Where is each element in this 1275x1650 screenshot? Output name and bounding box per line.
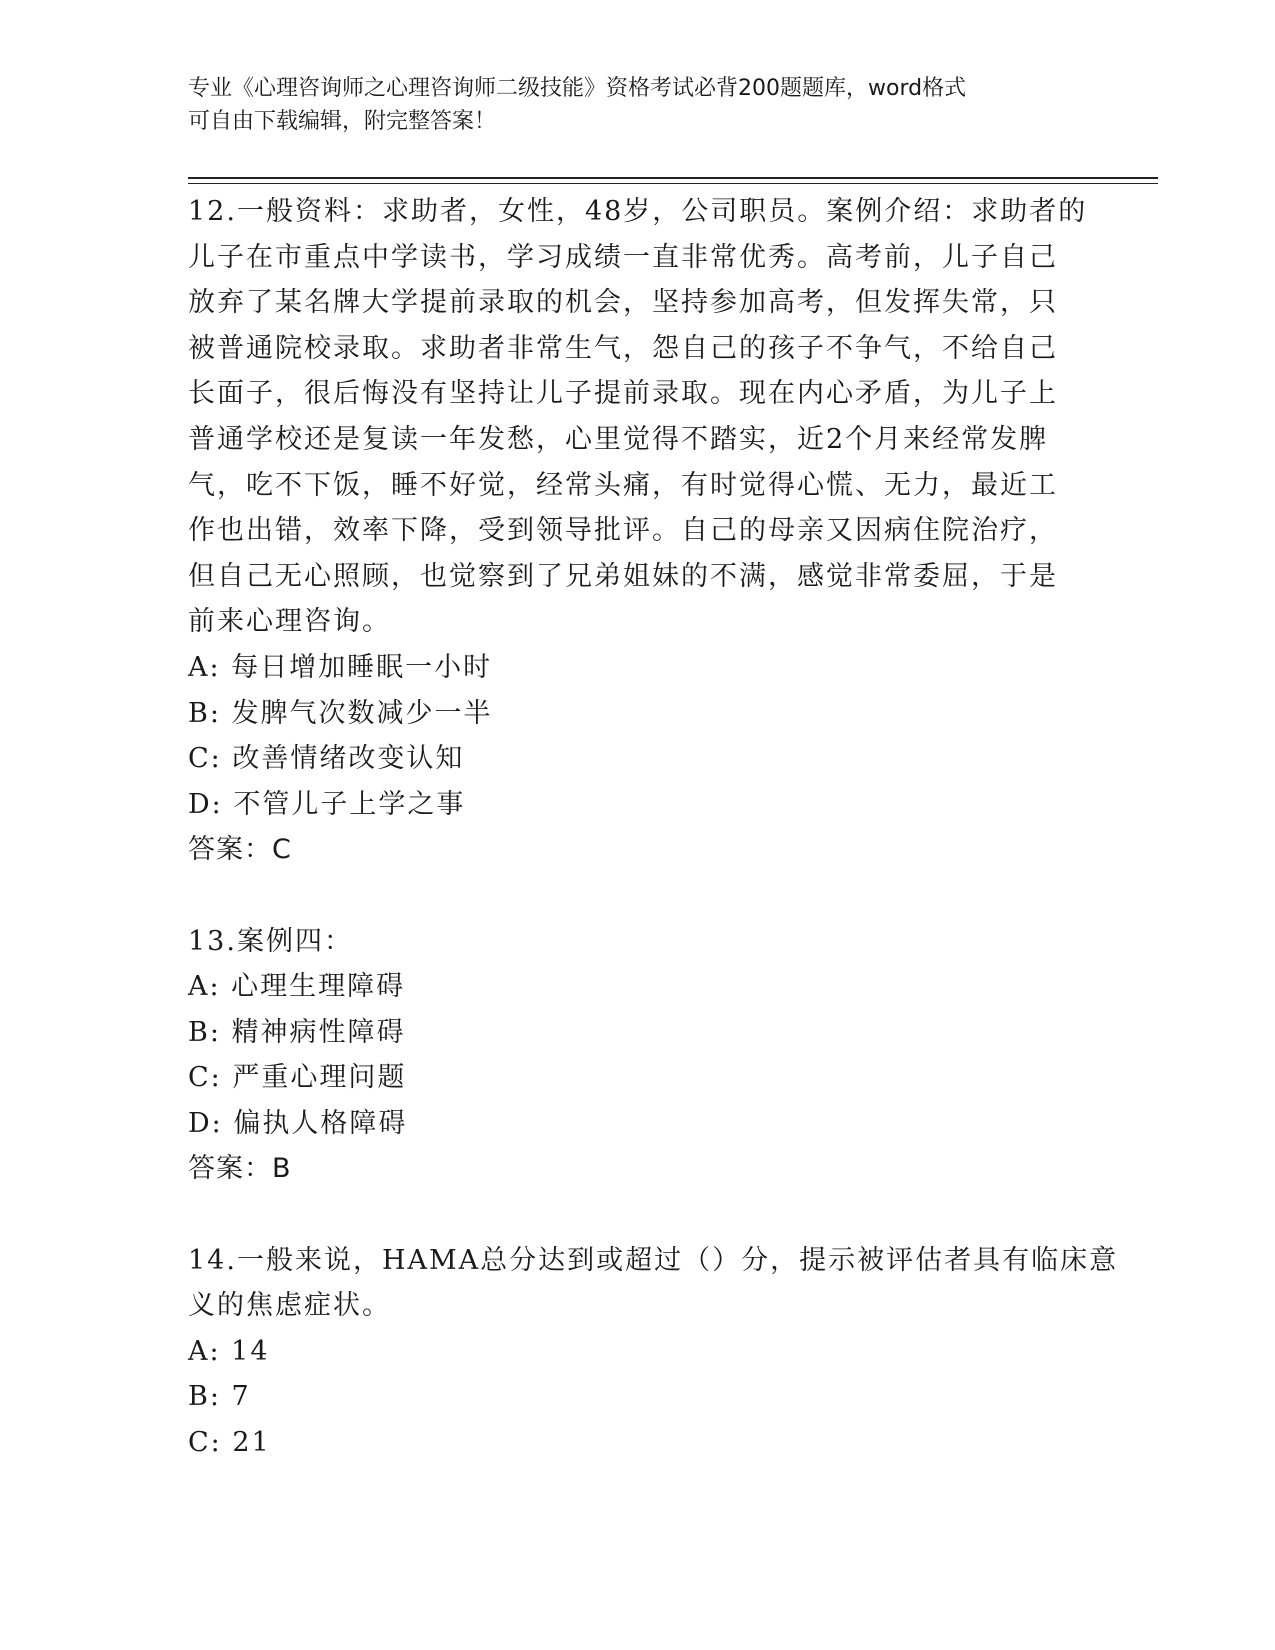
header-divider-thin [188,183,1158,184]
header-title-line-2: 可自由下载编辑，附完整答案！ [188,109,497,134]
question-stem-line: 义的焦虑症状。 [188,1290,391,1322]
answer-label: 答案：B [188,1153,292,1185]
question-list [188,189,1119,1466]
question-stem-line: 前来心理咨询。 [188,606,391,638]
option-b: B: 发脾气次数减少一半 [188,697,493,729]
question-spacer [188,873,1088,919]
option-d: D: 偏执人格障碍 [188,1107,408,1139]
question-12 [188,189,1088,873]
option-b: B: 精神病性障碍 [188,1016,406,1048]
question-stem-line: 13.案例四： [188,925,353,957]
header-divider-thick [188,177,1158,179]
answer-label: 答案：C [188,834,292,866]
question-stem-line: 但自己无心照顾，也觉察到了兄弟姐妹的不满，感觉非常委屈，于是 [188,560,1058,592]
option-c: C: 改善情绪改变认知 [188,743,465,775]
option-d: D: 不管儿子上学之事 [188,788,466,820]
header-title-line-1: 专业《心理咨询师之心理咨询师二级技能》资格考试必背200题题库，word格式 [188,76,967,101]
question-stem-line: 放弃了某名牌大学提前录取的机会，坚持参加高考，但发挥失常，只 [188,287,1058,319]
question-stem-line: 14.一般来说，HAMA总分达到或超过（）分，提示被评估者具有临床意 [188,1244,1119,1276]
option-b: B: 7 [188,1381,251,1413]
question-stem-line: 被普通院校录取。求助者非常生气，怨自己的孩子不争气，不给自己 [188,332,1058,364]
question-spacer [188,1192,1088,1238]
question-13 [188,919,1088,1193]
document-header [188,72,1068,138]
question-stem-line: 普通学校还是复读一年发愁，心里觉得不踏实，近2个月来经常发脾 [188,423,1049,455]
question-stem-line: 作也出错，效率下降，受到领导批评。自己的母亲又因病住院治疗， [188,515,1058,547]
question-stem-line: 12.一般资料：求助者，女性，48岁，公司职员。案例介绍：求助者的 [188,196,1088,227]
option-a: A: 14 [188,1335,270,1367]
question-stem-line: 长面子，很后悔没有坚持让儿子提前录取。现在内心矛盾，为儿子上 [188,378,1058,410]
option-c: C: 严重心理问题 [188,1062,407,1094]
question-14 [188,1238,1119,1466]
option-a: A: 心理生理障碍 [188,971,406,1003]
question-stem-line: 气，吃不下饭，睡不好觉，经常头痛，有时觉得心慌、无力，最近工 [188,469,1058,501]
option-a: A: 每日增加睡眠一小时 [188,651,493,683]
question-stem-line: 儿子在市重点中学读书，学习成绩一直非常优秀。高考前，儿子自己 [188,241,1058,273]
option-c: C: 21 [188,1427,271,1459]
